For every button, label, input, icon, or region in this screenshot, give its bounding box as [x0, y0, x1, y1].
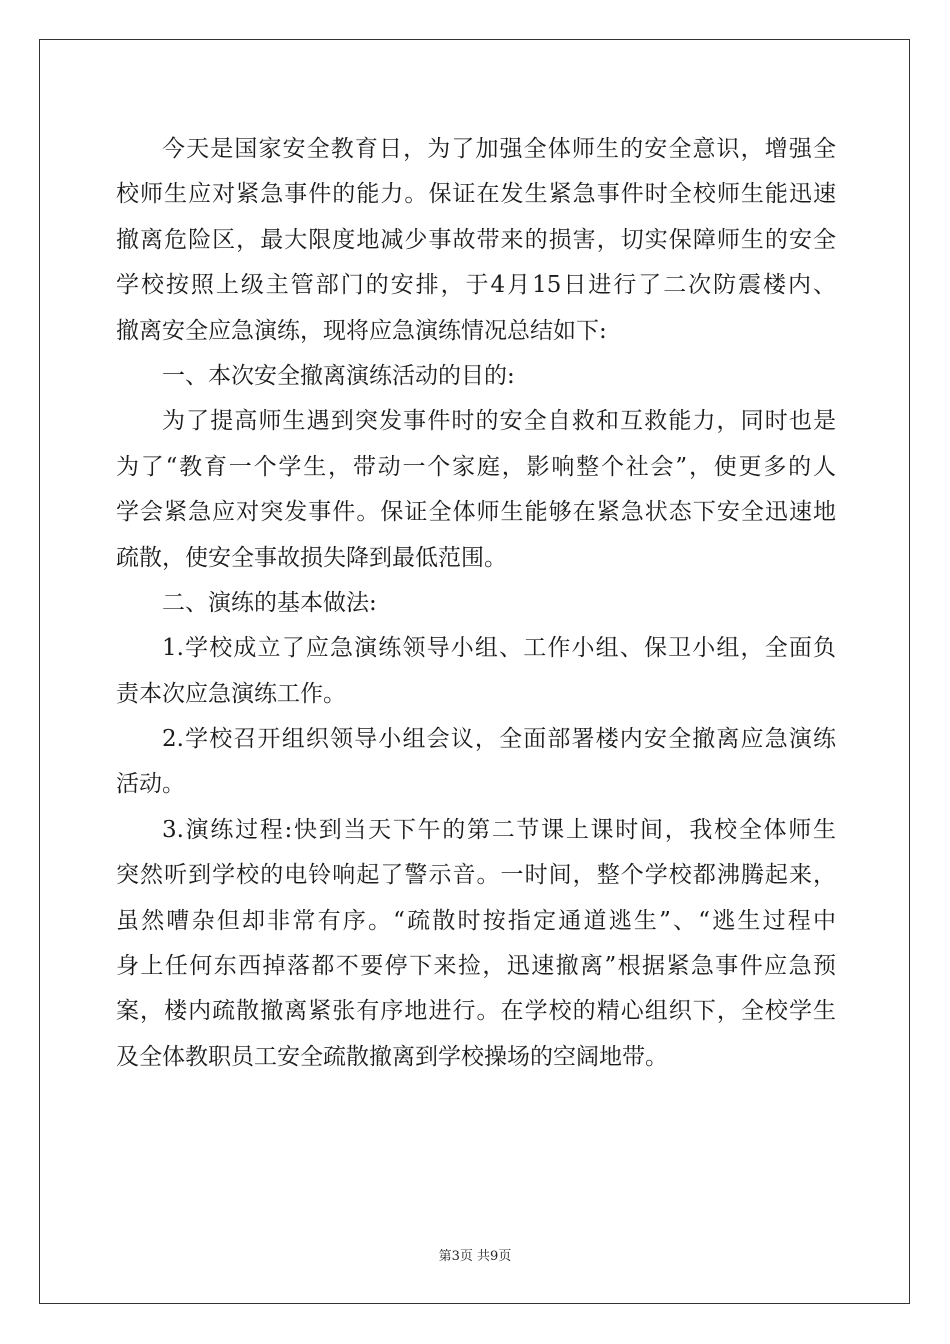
- text-line: 活动。: [116, 771, 185, 798]
- text-line: 为了提高师生遇到突发事件时的安全自救和互救能力，同时也是: [162, 408, 836, 435]
- text-line: 责本次应急演练工作。: [116, 680, 346, 707]
- document-body: [116, 127, 836, 1080]
- text-line: 撤离安全应急演练，现将应急演练情况总结如下:: [116, 317, 607, 344]
- text-line: 疏散，使安全事故损失降到最低范围。: [116, 544, 507, 571]
- text-line: 学会紧急应对突发事件。保证全体师生能够在紧急状态下安全迅速地: [116, 499, 836, 526]
- text-line: 撤离危险区，最大限度地减少事故带来的损害，切实保障师生的安全: [116, 226, 836, 253]
- text-line: 2.学校召开组织领导小组会议，全面部署楼内安全撤离应急演练: [162, 726, 836, 753]
- text-line: 身上任何东西掉落都不要停下来捡，迅速撤离”根据紧急事件应急预: [116, 953, 836, 980]
- text-line: 1.学校成立了应急演练领导小组、工作小组、保卫小组，全面负: [162, 635, 836, 662]
- text-line: 二、演练的基本做法:: [162, 589, 377, 616]
- text-line: 学校按照上级主管部门的安排，于4月15日进行了二次防震楼内、: [116, 272, 836, 299]
- text-line: 为了“教育一个学生，带动一个家庭，影响整个社会”，使更多的人: [116, 453, 836, 480]
- text-line: 校师生应对紧急事件的能力。保证在发生紧急事件时全校师生能迅速: [116, 181, 836, 208]
- text-line: 虽然嘈杂但却非常有序。“疏散时按指定通道逃生”、“逃生过程中: [116, 907, 836, 934]
- page-footer: 第3页 共9页: [438, 1249, 512, 1264]
- text-line: 案，楼内疏散撤离紧张有序地进行。在学校的精心组织下，全校学生: [116, 998, 836, 1025]
- text-line: 今天是国家安全教育日，为了加强全体师生的安全意识，增强全: [162, 136, 836, 162]
- text-line: 一、本次安全撤离演练活动的目的:: [162, 362, 515, 389]
- text-line: 及全体教职员工安全疏散撤离到学校操场的空阔地带。: [116, 1043, 668, 1070]
- text-line: 3.演练过程:快到当天下午的第二节课上课时间，我校全体师生: [162, 816, 836, 843]
- text-line: 突然听到学校的电铃响起了警示音。一时间，整个学校都沸腾起来，: [116, 862, 836, 889]
